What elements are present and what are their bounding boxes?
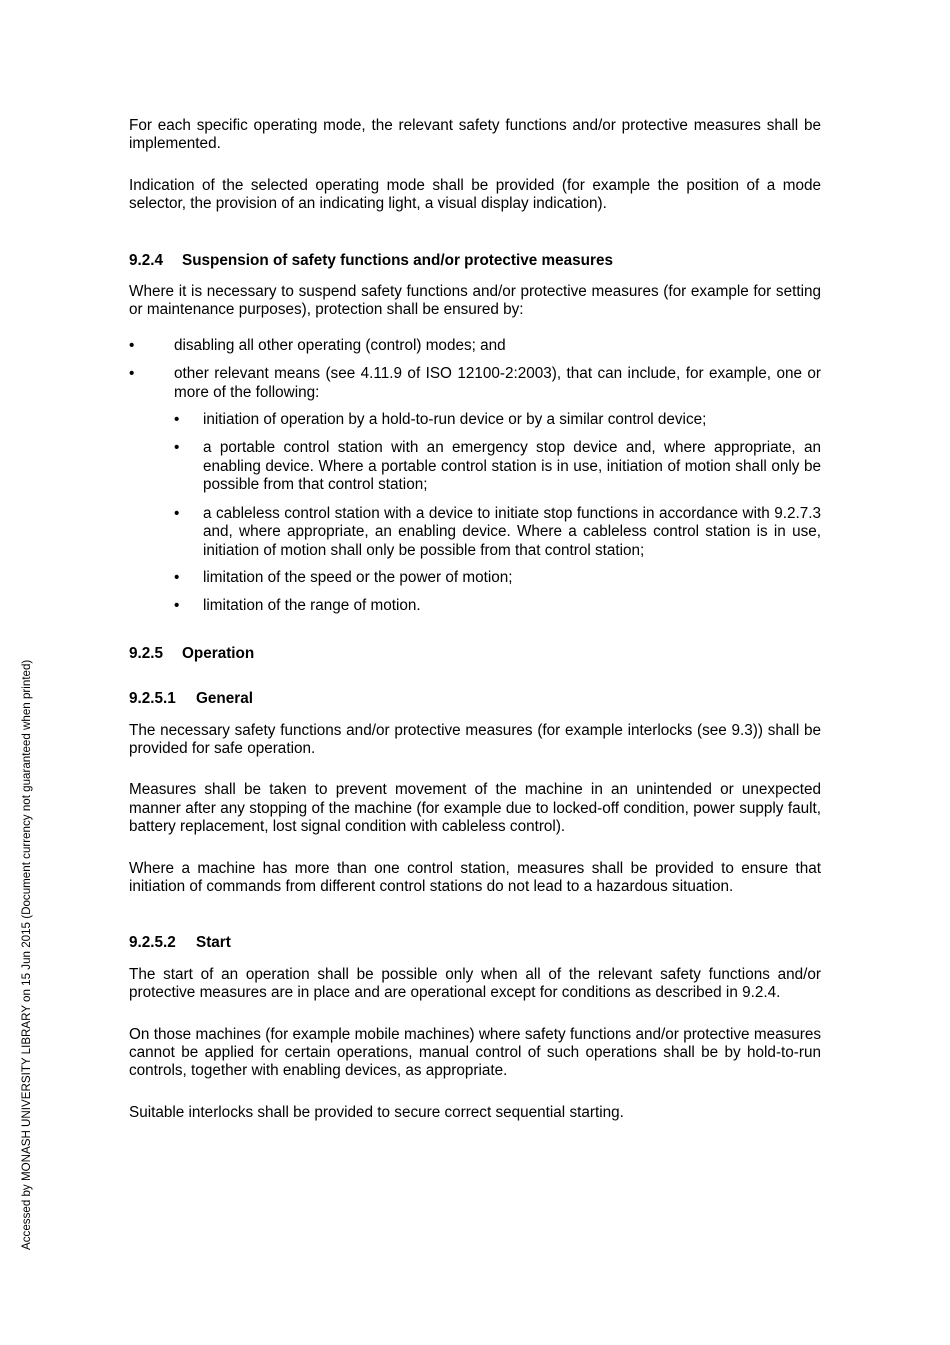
sub-list-item-text: a cableless control station with a device to initiate stop functions in accordance with 9.2.7.3 and, where appropriate, an enabling device. Where a cableless control station is in use, initiation of motion shall only be possible from that control station; xyxy=(203,504,821,559)
section-number: 9.2.5 xyxy=(129,644,164,662)
list-item xyxy=(129,337,821,355)
section-title: General xyxy=(196,690,253,708)
paragraph-start-conditions: The start of an operation shall be possible only when all of the relevant safety functions and/or protective measures are in place and are operational except for conditions as described in 9.2.4. xyxy=(129,965,821,1002)
sub-list-item-text: limitation of the speed or the power of motion; xyxy=(203,568,513,586)
bullet-icon: • xyxy=(174,568,180,586)
section-number: 9.2.5.2 xyxy=(129,934,176,952)
paragraph-mode-indication: Indication of the selected operating mode shall be provided (for example the position of a mode selector, the provision of an indicating light, a visual display indication). xyxy=(129,176,821,213)
paragraph-mobile-machines: On those machines (for example mobile machines) where safety functions and/or protective measures cannot be applied for certain operations, manual control of such operations shall be by hold-to-run controls, together with enabling devices, as appropriate. xyxy=(129,1025,821,1080)
bullet-icon: • xyxy=(174,411,180,429)
section-heading-9-2-4 xyxy=(129,252,821,270)
bullet-icon: • xyxy=(174,504,180,522)
bullet-icon: • xyxy=(129,336,135,354)
list-item-text: disabling all other operating (control) modes; and xyxy=(174,336,506,354)
bullet-icon: • xyxy=(129,365,135,383)
section-title: Suspension of safety functions and/or protective measures xyxy=(182,251,613,269)
paragraph-safe-operation: The necessary safety functions and/or protective measures (for example interlocks (see 9.3)) shall be provided for safe operation. xyxy=(129,721,821,757)
bullet-icon: • xyxy=(174,597,180,615)
section-heading-9-2-5-2 xyxy=(129,934,821,952)
document-page xyxy=(129,117,821,1122)
access-notice-vertical: Accessed by MONASH UNIVERSITY LIBRARY on 15 Jun 2015 (Document currency not guaranteed when printed) xyxy=(20,659,33,1250)
section-number: 9.2.5.1 xyxy=(129,690,176,708)
list-item xyxy=(129,365,821,402)
sub-list-item xyxy=(129,597,821,615)
section-title: Operation xyxy=(182,644,255,662)
sub-list-item-text: a portable control station with an emergency stop device and, where appropriate, an enabling device. Where a portable control station is in use, initiation of motion shall only be possible from that control station; xyxy=(203,439,821,494)
paragraph-sequential-starting: Suitable interlocks shall be provided to secure correct sequential starting. xyxy=(129,1103,624,1121)
paragraph-suspension-intro: Where it is necessary to suspend safety functions and/or protective measures (for example for setting or maintenance purposes), protection shall be ensured by: xyxy=(129,283,821,319)
section-title: Start xyxy=(196,934,231,952)
sub-list-item xyxy=(129,411,821,429)
sub-list-item xyxy=(129,505,821,560)
sub-list-item-text: initiation of operation by a hold-to-run device or by a similar control device; xyxy=(203,411,707,429)
paragraph-multiple-control-stations: Where a machine has more than one control station, measures shall be provided to ensure that initiation of commands from different control stations do not lead to a hazardous situation. xyxy=(129,859,821,895)
sub-list-item xyxy=(129,439,821,494)
paragraph-prevent-movement: Measures shall be taken to prevent movement of the machine in an unintended or unexpected manner after any stopping of the machine (for example due to locked-off condition, power supply fault, battery replacement, lost signal condition with cableless control). xyxy=(129,781,821,836)
section-heading-9-2-5 xyxy=(129,645,821,663)
section-heading-9-2-5-1 xyxy=(129,690,821,708)
list-item-text: other relevant means (see 4.11.9 of ISO 12100-2:2003), that can include, for example, one or more of the following: xyxy=(174,365,821,401)
sub-list-item-text: limitation of the range of motion. xyxy=(203,597,421,615)
bullet-icon: • xyxy=(174,439,180,457)
paragraph-operating-mode-functions: For each specific operating mode, the relevant safety functions and/or protective measures shall be implemented. xyxy=(129,117,821,153)
sub-list-item xyxy=(129,569,821,587)
section-number: 9.2.4 xyxy=(129,251,164,269)
